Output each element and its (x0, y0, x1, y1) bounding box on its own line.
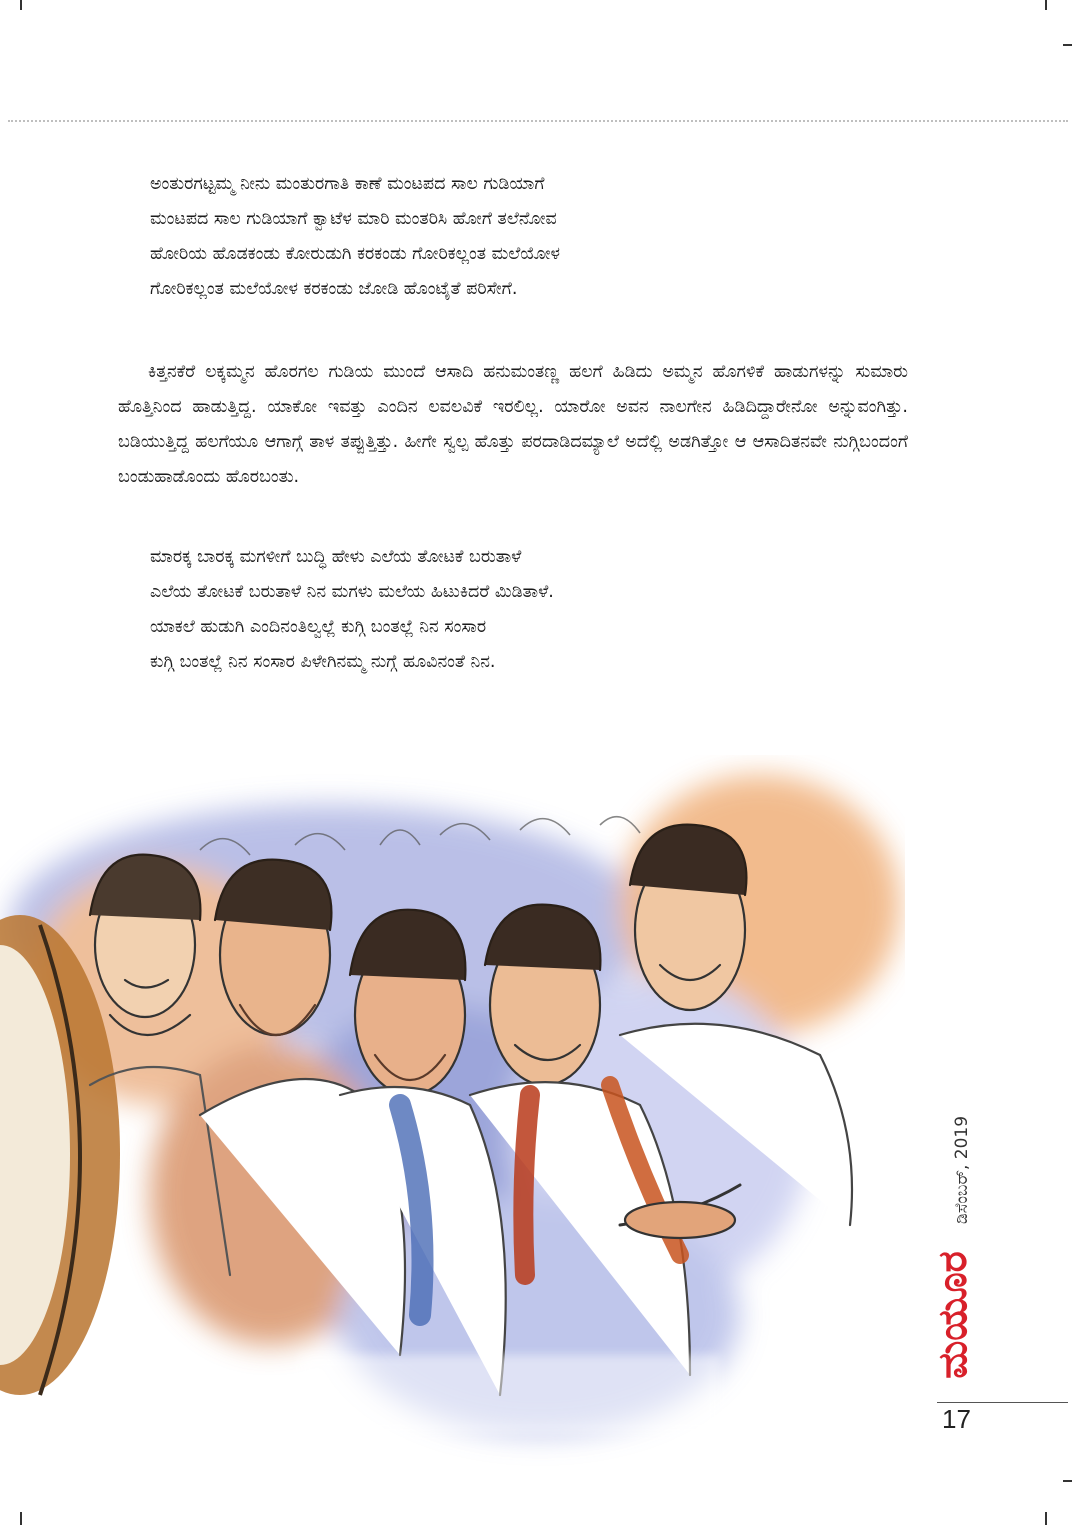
issue-date (945, 1090, 979, 1250)
magazine-logo-text: ಮಯೂರ (930, 1251, 976, 1379)
magazine-logo (918, 1250, 988, 1380)
verse-line: ಹೋರಿಯ ಹೊಡಕಂಡು ಕೋರುಡುಗಿ ಕರಕಂಡು ಗೋರಿಕಲ್ಲಂತ ಮಲೆಯೋಳ (150, 244, 561, 264)
crop-mark (20, 0, 22, 10)
crop-mark (1063, 44, 1072, 46)
issue-date-text: ಡಿಸೆಂಬರ್, 2019 (952, 1115, 972, 1225)
verse-line: ಮಾರಕ್ಕ ಬಾರಕ್ಕ ಮಗಳೀಗೆ ಬುದ್ಧಿ ಹೇಳು ಎಲೆಯ ತೋಟಕೆ ಬರುತಾಳೆ (150, 547, 522, 567)
verse-stanza-2 (150, 540, 850, 680)
verse-line: ಕುಗ್ಗಿ ಬಂತಲ್ಲೆ ನಿನ ಸಂಸಾರ ಪಿಳೇಗಿನಮ್ಮ ನುಗ್ಗೆ ಹೂವಿನಂತೆ ನಿನ. (150, 652, 496, 672)
verse-line: ಅಂತುರಗಟ್ಟಮ್ಮ ನೀನು ಮಂತುರಗಾತಿ ಕಾಣೆ ಮಂಟಪದ ಸಾಲ ಗುಡಿಯಾಗೆ (150, 174, 545, 194)
dotted-divider (8, 120, 1068, 122)
illustration-group-of-men (0, 755, 905, 1475)
crop-mark (1045, 1512, 1047, 1525)
verse-line: ಯಾಕಲೆ ಹುಡುಗಿ ಎಂದಿನಂತಿಲ್ವಲ್ಲೆ ಕುಗ್ಗಿ ಬಂತಲ್ಲೆ ನಿನ ಸಂಸಾರ (150, 617, 487, 637)
page-number-rule (937, 1402, 1068, 1403)
verse-line: ಮಂಟಪದ ಸಾಲ ಗುಡಿಯಾಗೆ ಕ್ವಾಟೆಳ ಮಾರಿ ಮಂತರಿಸಿ ಹೋಗೆ ತಲೆನೋವ (150, 209, 557, 229)
crop-mark (1045, 0, 1047, 10)
crop-mark (20, 1512, 22, 1525)
verse-line: ಎಲೆಯ ತೋಟಕೆ ಬರುತಾಳೆ ನಿನ ಮಗಳು ಮಲೆಯ ಹಿಟುಕಿದರೆ ಮಿಡಿತಾಳೆ. (150, 582, 554, 602)
verse-stanza-1 (150, 167, 850, 307)
crop-mark (1063, 1480, 1072, 1482)
body-paragraph: ಕಿತ್ತನಕೆರೆ ಲಕ್ಕಮ್ಮನ ಹೊರಗಲ ಗುಡಿಯ ಮುಂದೆ ಆಸಾದಿ ಹನುಮಂತಣ್ಣ ಹಲಗೆ ಹಿಡಿದು ಅಮ್ಮನ ಹೊಗಳಿಕೆ ಹಾಡುಗಳನ್ನು ಸುಮಾರು ಹೊತ್ತಿನಿಂದ ಹಾಡುತ್ತಿದ್ದ. ಯಾಕೋ ಇವತ್ತು ಎಂದಿನ ಲವಲವಿಕೆ ಇರಲಿಲ್ಲ. ಯಾರೋ ಅವನ ನಾಲಗೇನ ಹಿಡಿದಿದ್ದಾರೇನೋ ಅನ್ನುವಂಗಿತ್ತು. ಬಡಿಯುತ್ತಿದ್ದ ಹಲಗೆಯೂ ಆಗಾಗ್ಗೆ ತಾಳ ತಪ್ಪುತ್ತಿತ್ತು. ಹೀಗೇ ಸ್ವಲ್ಪ ಹೊತ್ತು ಪರದಾಡಿದಮ್ಯಾಲೆ ಅದೆಲ್ಲಿ ಅಡಗಿತ್ತೋ ಆ ಆಸಾದಿತನವೇ ನುಗ್ಗಿಬಂದಂಗೆ ಬಂಡುಹಾಡೊಂದು ಹೊರಬಂತು. (118, 361, 908, 487)
verse-line: ಗೋರಿಕಲ್ಲಂತ ಮಲೆಯೋಳ ಕರಕಂಡು ಜೋಡಿ ಹೊಂಟೈತೆ ಪರಿಸೇಗೆ. (150, 279, 518, 299)
page-number: 17 (942, 1404, 971, 1434)
